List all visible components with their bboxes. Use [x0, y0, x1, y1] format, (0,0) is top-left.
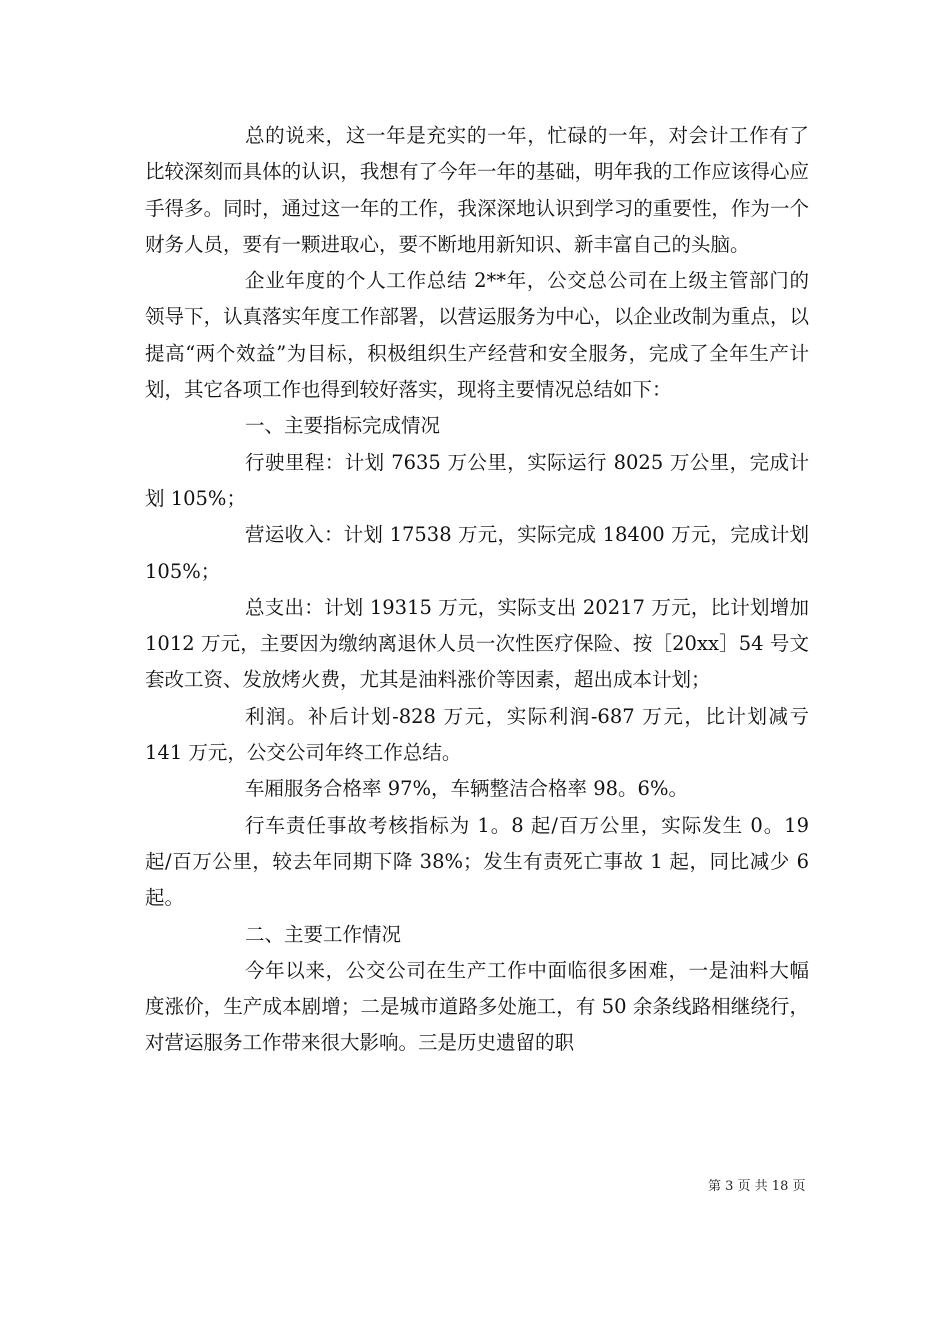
paragraph-service-rates: 车厢服务合格率 97%，车辆整洁合格率 98。6%。 — [245, 777, 688, 801]
paragraph-operating-revenue: 营运收入：计划 17538 万元，实际完成 18400 万元，完成计划 105%； — [145, 523, 809, 583]
section-heading-main-indicators: 一、主要指标完成情况 — [245, 414, 441, 438]
paragraph-summary: 总的说来，这一年是充实的一年，忙碌的一年，对会计工作有了比较深刻而具体的认识，我想有了今年一年的基础，明年我的工作应该得心应手得多。同时，通过这一年的工作，我深深地认识到学习的重要性，作为一个财务人员，要有一颗进取心，要不断地用新知识、新丰富自己的头脑。 — [145, 124, 809, 256]
document-body — [145, 118, 809, 1062]
page-number-footer: 第 3 页 共 18 页 — [708, 1179, 806, 1194]
paragraph-total-expenditure: 总支出：计划 19315 万元，实际支出 20217 万元，比计划增加 1012 万元，主要因为缴纳离退休人员一次性医疗保险、按［20xx］54 号文套改工资、发放烤火费，尤其是油料涨价等因素，超出成本计划； — [145, 595, 809, 692]
paragraph-profit: 利润。补后计划-828 万元，实际利润-687 万元，比计划减亏 141 万元，公交公司年终工作总结。 — [145, 704, 809, 765]
paragraph-mileage: 行驶里程：计划 7635 万公里，实际运行 8025 万公里，完成计划 105%； — [145, 450, 809, 510]
paragraph-annual-summary-intro: 企业年度的个人工作总结 2**年，公交总公司在上级主管部门的领导下，认真落实年度工作部署，以营运服务为中心，以企业改制为重点，以提高“两个效益”为目标，积极组织生产经营和安全服务，完成了全年生产计划，其它各项工作也得到较好落实，现将主要情况总结如下： — [145, 269, 809, 402]
section-heading-main-work: 二、主要工作情况 — [245, 922, 402, 946]
paragraph-difficulties: 今年以来，公交公司在生产工作中面临很多困难，一是油料大幅度涨价，生产成本剧增；二是城市道路多处施工，有 50 余条线路相继绕行，对营运服务工作带来很大影响。三是历史遗留的职 — [145, 958, 809, 1055]
paragraph-accident-indicators: 行车责任事故考核指标为 1。8 起/百万公里，实际发生 0。19 起/百万公里，较去年同期下降 38%；发生有责死亡事故 1 起，同比减少 6 起。 — [145, 813, 809, 910]
